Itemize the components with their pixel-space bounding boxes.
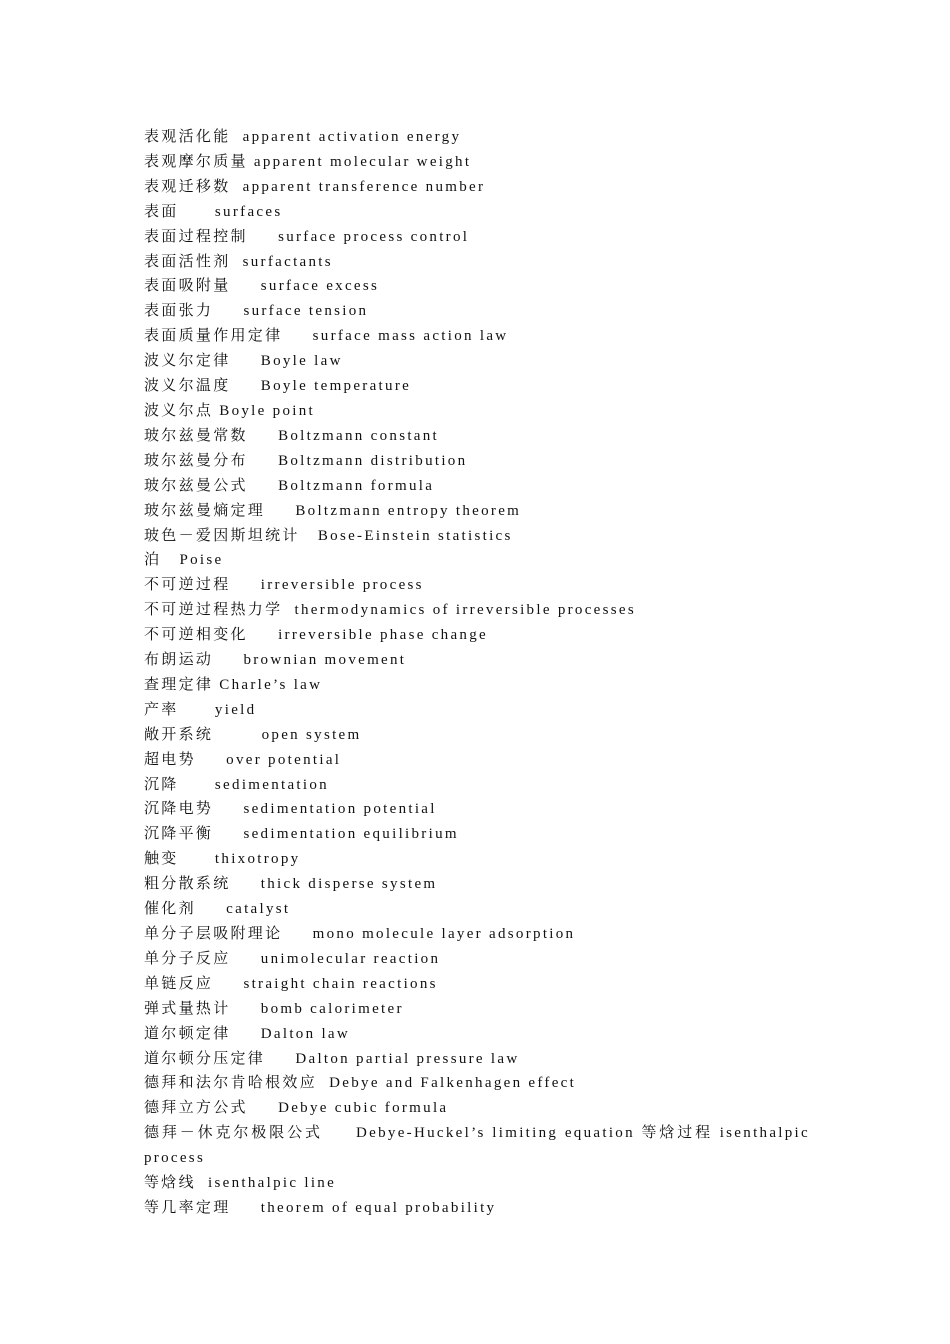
glossary-entry bbox=[144, 1071, 810, 1096]
glossary-entry bbox=[144, 324, 810, 349]
term-separator bbox=[231, 278, 261, 294]
chinese-term: 道尔顿分压定律 bbox=[144, 1050, 266, 1067]
term-separator bbox=[231, 1001, 261, 1017]
english-term: Boyle point bbox=[219, 402, 315, 419]
term-separator bbox=[265, 1051, 295, 1067]
english-term: Charle’s law bbox=[219, 676, 323, 693]
glossary-entry bbox=[144, 872, 810, 897]
term-separator bbox=[231, 353, 261, 369]
term-separator bbox=[179, 851, 215, 867]
english-term: isenthalpic line bbox=[208, 1175, 337, 1192]
term-separator bbox=[213, 652, 243, 668]
english-term: catalyst bbox=[226, 901, 291, 918]
glossary-entry bbox=[144, 897, 810, 922]
glossary-entry bbox=[144, 1022, 810, 1047]
chinese-term: 沉降平衡 bbox=[144, 826, 214, 843]
chinese-term: 沉降 bbox=[144, 776, 179, 793]
chinese-term: 表面 bbox=[144, 203, 179, 220]
chinese-term: 表观摩尔质量 bbox=[144, 153, 248, 170]
term-separator bbox=[231, 876, 261, 892]
glossary-entry bbox=[144, 623, 810, 648]
english-term: sedimentation equilibrium bbox=[243, 826, 459, 843]
term-separator bbox=[161, 552, 179, 568]
chinese-term: 德拜立方公式 bbox=[144, 1100, 248, 1117]
english-term: Debye and Falkenhagen effect bbox=[329, 1075, 577, 1092]
glossary-entry bbox=[144, 449, 810, 474]
english-term: mono molecule layer adsorption bbox=[312, 926, 576, 942]
glossary-entry bbox=[144, 274, 810, 299]
chinese-term: 产率 bbox=[144, 701, 179, 718]
english-term: apparent activation energy bbox=[242, 129, 462, 145]
term-separator bbox=[231, 254, 243, 270]
chinese-term: 波义尔点 bbox=[144, 402, 214, 419]
term-separator bbox=[179, 777, 215, 793]
english-term: Debye-Huckel’s limiting equation 等焓过程 isenthalpic process bbox=[144, 1125, 810, 1167]
english-term: Dalton law bbox=[260, 1025, 350, 1042]
glossary-entry bbox=[144, 175, 810, 200]
term-separator bbox=[317, 1075, 329, 1091]
english-term: thixotropy bbox=[214, 851, 301, 868]
chinese-term: 玻尔兹曼熵定理 bbox=[144, 502, 266, 519]
glossary-entry bbox=[144, 200, 810, 225]
glossary-entry bbox=[144, 349, 810, 374]
chinese-term: 玻尔兹曼常数 bbox=[144, 427, 248, 444]
term-separator bbox=[213, 826, 243, 842]
glossary-entry bbox=[144, 299, 810, 324]
english-term: surfactants bbox=[242, 253, 333, 270]
term-separator bbox=[213, 303, 243, 319]
glossary-entry bbox=[144, 947, 810, 972]
term-separator bbox=[196, 1175, 208, 1191]
chinese-term: 玻尔兹曼分布 bbox=[144, 452, 248, 469]
english-term: straight chain reactions bbox=[243, 975, 438, 992]
english-term: Boyle law bbox=[260, 353, 343, 370]
glossary-entry bbox=[144, 524, 810, 549]
chinese-term: 查理定律 bbox=[144, 676, 214, 693]
glossary-entry bbox=[144, 972, 810, 997]
chinese-term: 表面过程控制 bbox=[144, 228, 248, 245]
glossary-entry bbox=[144, 1096, 810, 1121]
english-term: unimolecular reaction bbox=[260, 950, 441, 967]
english-term: Boyle temperature bbox=[260, 378, 412, 395]
term-separator bbox=[231, 1026, 261, 1042]
glossary-entry bbox=[144, 150, 810, 175]
glossary-entry bbox=[144, 1196, 810, 1221]
term-separator bbox=[231, 951, 261, 967]
chinese-term: 单链反应 bbox=[144, 975, 214, 992]
term-separator bbox=[213, 976, 243, 992]
chinese-term: 催化剂 bbox=[144, 901, 196, 918]
glossary-entry bbox=[144, 822, 810, 847]
english-term: surface process control bbox=[278, 228, 470, 245]
chinese-term: 表面质量作用定律 bbox=[144, 328, 283, 345]
glossary-entry bbox=[144, 648, 810, 673]
glossary-entry bbox=[144, 399, 810, 424]
chinese-term: 触变 bbox=[144, 851, 179, 868]
term-separator bbox=[282, 602, 294, 618]
glossary-entry bbox=[144, 598, 810, 623]
english-term: thick disperse system bbox=[260, 876, 438, 893]
glossary-entry bbox=[144, 748, 810, 773]
chinese-term: 弹式量热计 bbox=[144, 1000, 231, 1017]
term-separator bbox=[213, 801, 243, 817]
glossary-entry bbox=[144, 573, 810, 598]
chinese-term: 沉降电势 bbox=[144, 801, 214, 818]
chinese-term: 波义尔定律 bbox=[144, 353, 231, 370]
glossary-entry bbox=[144, 1047, 810, 1072]
chinese-term: 超电势 bbox=[144, 751, 196, 768]
english-term: brownian movement bbox=[243, 652, 407, 669]
term-separator bbox=[231, 577, 261, 593]
glossary-entry bbox=[144, 474, 810, 499]
term-separator bbox=[282, 328, 312, 344]
chinese-term: 表观活化能 bbox=[144, 129, 231, 145]
chinese-term: 不可逆相变化 bbox=[144, 627, 248, 644]
english-term: surfaces bbox=[214, 203, 283, 220]
term-separator bbox=[282, 926, 312, 942]
chinese-term: 布朗运动 bbox=[144, 652, 214, 669]
document-page bbox=[144, 125, 810, 1221]
glossary-entry bbox=[144, 424, 810, 449]
chinese-term: 德拜和法尔肯哈根效应 bbox=[144, 1075, 318, 1092]
glossary-entry bbox=[144, 548, 810, 573]
glossary-entry bbox=[144, 922, 810, 947]
english-term: Debye cubic formula bbox=[278, 1100, 449, 1117]
glossary-entry bbox=[144, 698, 810, 723]
glossary-entry bbox=[144, 673, 810, 698]
english-term: Boltzmann entropy theorem bbox=[295, 502, 522, 519]
english-term: Boltzmann constant bbox=[278, 427, 440, 444]
glossary-entry bbox=[144, 773, 810, 798]
english-term: Boltzmann formula bbox=[278, 477, 435, 494]
chinese-term: 不可逆过程热力学 bbox=[144, 602, 283, 619]
english-term: surface excess bbox=[260, 278, 380, 295]
chinese-term: 玻色－爱因斯坦统计 bbox=[144, 527, 300, 544]
english-term: thermodynamics of irreversible processes bbox=[294, 602, 637, 619]
term-separator bbox=[196, 752, 226, 768]
english-term: Bose-Einstein statistics bbox=[317, 527, 513, 544]
chinese-term: 德拜－休克尔极限公式 bbox=[144, 1125, 323, 1142]
term-separator bbox=[248, 428, 278, 444]
english-term: surface tension bbox=[243, 303, 369, 320]
term-separator bbox=[231, 179, 243, 195]
english-term: sedimentation bbox=[214, 776, 329, 793]
glossary-entry bbox=[144, 225, 810, 250]
english-term: bomb calorimeter bbox=[260, 1000, 404, 1017]
term-separator bbox=[248, 1100, 278, 1116]
english-term: sedimentation potential bbox=[243, 801, 437, 818]
english-term: Poise bbox=[179, 552, 224, 569]
term-separator bbox=[196, 901, 226, 917]
chinese-term: 等焓线 bbox=[144, 1175, 196, 1192]
term-separator bbox=[213, 727, 261, 743]
term-separator bbox=[179, 702, 215, 718]
english-term: Boltzmann distribution bbox=[278, 452, 468, 469]
english-term: surface mass action law bbox=[312, 328, 509, 345]
chinese-term: 泊 bbox=[144, 552, 162, 569]
chinese-term: 单分子层吸附理论 bbox=[144, 926, 283, 942]
term-separator bbox=[323, 1125, 356, 1141]
chinese-term: 表面吸附量 bbox=[144, 278, 231, 295]
english-term: open system bbox=[261, 726, 362, 743]
chinese-term: 表面活性剂 bbox=[144, 253, 231, 270]
term-separator bbox=[265, 503, 295, 519]
term-separator bbox=[248, 627, 278, 643]
glossary-entry bbox=[144, 847, 810, 872]
chinese-term: 不可逆过程 bbox=[144, 577, 231, 594]
english-term: over potential bbox=[226, 751, 342, 768]
term-separator bbox=[248, 453, 278, 469]
term-separator bbox=[231, 129, 243, 145]
glossary-entry bbox=[144, 499, 810, 524]
english-term: apparent transference number bbox=[242, 178, 486, 195]
english-term: irreversible phase change bbox=[278, 627, 488, 644]
glossary-entry bbox=[144, 997, 810, 1022]
glossary-entry bbox=[144, 1121, 810, 1171]
glossary-entry bbox=[144, 250, 810, 275]
english-term: yield bbox=[214, 701, 257, 718]
term-separator bbox=[231, 1200, 261, 1216]
chinese-term: 表面张力 bbox=[144, 303, 214, 320]
chinese-term: 单分子反应 bbox=[144, 950, 231, 967]
chinese-term: 道尔顿定律 bbox=[144, 1025, 231, 1042]
term-separator bbox=[248, 478, 278, 494]
english-term: theorem of equal probability bbox=[260, 1199, 497, 1216]
term-separator bbox=[248, 229, 278, 245]
glossary-entry bbox=[144, 1171, 810, 1196]
term-separator bbox=[300, 528, 318, 544]
chinese-term: 表观迁移数 bbox=[144, 178, 231, 195]
chinese-term: 波义尔温度 bbox=[144, 378, 231, 395]
glossary-entry bbox=[144, 723, 810, 748]
term-separator bbox=[231, 378, 261, 394]
english-term: Dalton partial pressure law bbox=[295, 1050, 520, 1067]
glossary-entry bbox=[144, 797, 810, 822]
term-separator bbox=[179, 204, 215, 220]
chinese-term: 粗分散系统 bbox=[144, 876, 231, 893]
chinese-term: 等几率定理 bbox=[144, 1199, 231, 1216]
glossary-entry bbox=[144, 374, 810, 399]
english-term: irreversible process bbox=[260, 577, 424, 594]
english-term: apparent molecular weight bbox=[253, 153, 472, 170]
chinese-term: 玻尔兹曼公式 bbox=[144, 477, 248, 494]
chinese-term: 敞开系统 bbox=[144, 726, 214, 743]
glossary-entry bbox=[144, 125, 810, 150]
